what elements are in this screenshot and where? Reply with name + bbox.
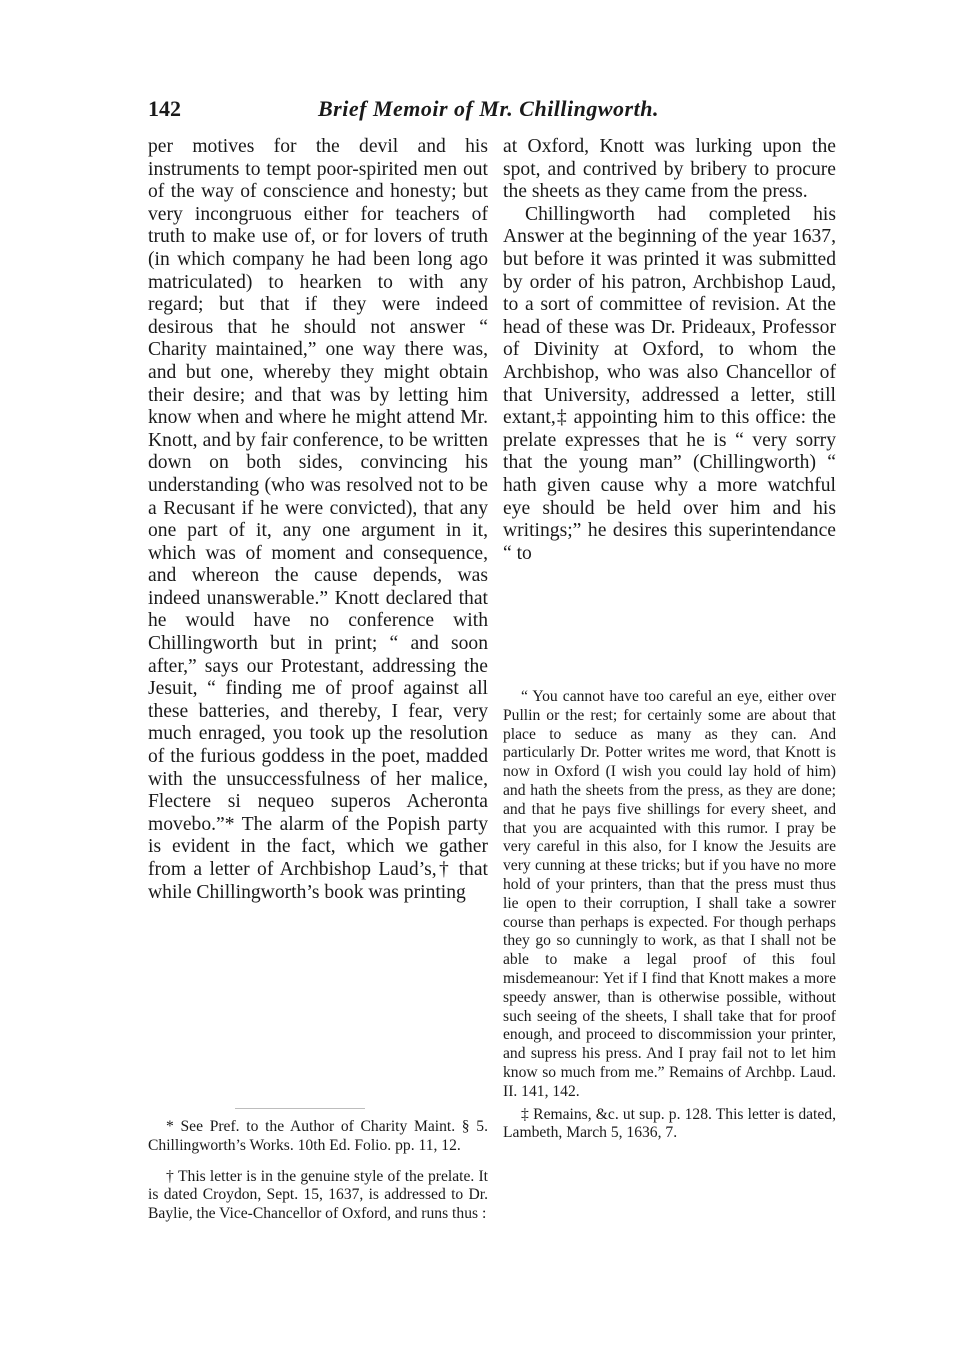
- footnote-asterisk: * See Pref. to the Author of Charity Maint. § 5. Chillingworth’s Works. 10th Ed. Folio. pp. 11, 12.: [148, 1118, 488, 1154]
- right-footnotes: [503, 688, 836, 1143]
- right-column-paragraph-1: at Oxford, Knott was lurking upon the spot, and contrived by bribery to procure the sheets as they came from the press.: [503, 136, 836, 203]
- footnote-double-dagger: ‡ Remains, &c. ut sup. p. 128. This letter is dated, Lambeth, March 5, 1636, 7.: [503, 1105, 836, 1142]
- page-number: 142: [148, 96, 181, 121]
- footnote-letter-quote: “ You cannot have too careful an eye, either over Pullin or the rest; for certainly some are about that place to seduce as many as they can. And particularly Dr. Potter writes me word, that Knott is now in Oxford (I wish you could lay hold of him) and hath the sheets from the press, as they are done; and that he pays five shillings for every sheet, and that you are acquainted with this rumor. I pray be very careful in this also, for I know the Jesuits are very cunning at these tricks; but if you have no more hold of your printers, than that the press must thus lie open to their corruption, I shall take a sowrer course than perhaps is expected. For though perhaps they go so cunningly to work, as that I shall not be able to make a legal proof of this foul misdemeanour: Yet if I find that Knott makes a more speedy answer, than is otherwise possible, without such seeing of the sheets, I shall take that for proof enough, and proceed to discommission your printer, and supress his press. And I pray fail not to let him know so much from me.” Remains of Archbp. Laud. II. 141, 142.: [503, 688, 836, 1100]
- page-header: [148, 96, 848, 126]
- running-title: Brief Memoir of Mr. Chillingworth.: [318, 96, 659, 121]
- footnote-dagger: † This letter is in the genuine style of the prelate. It is dated Croydon, Sept. 15, 1637, is addressed to Dr. Baylie, the Vice-Chancellor of Oxford, and runs thus :: [148, 1167, 488, 1223]
- right-column-paragraph-2: Chillingworth had completed his Answer at the beginning of the year 1637, but before it was printed it was submitted by order of his patron, Archbishop Laud, to a sort of committee of revision. At the head of these was Dr. Prideaux, Professor of Divinity at Oxford, to whom the Archbishop, who was also Chancellor of that University, addressed a letter, still extant,‡ appointing him to this office: the prelate expresses that he is “ very sorry that the young man” (Chillingworth) “ hath given cause why a more watchful eye should be held over him and his writings;” he desires this superintendance “ to: [503, 203, 836, 564]
- left-column-text: per motives for the devil and his instruments to tempt poor-spirited men out of the way of conscience and honesty; but very incongruous either for teachers of truth to make use of, or for lovers of truth (in which company he had been long ago matriculated) to hearken to with any regard; but that if they were indeed desirous that he should not answer “ Charity maintained,” one way there was, and but one, whereby they might obtain their desire; and that was by letting him know when and where he might attend Mr. Knott, and by fair conference, to be written down on both sides, convincing his understanding (who was resolved not to be a Recusant if he were convicted), that any one part of it, any one argument in it, which was of moment and consequence, and whereon the cause depends, was indeed unanswerable.” Knott declared that he would have no conference with Chillingworth but in print; “ and soon after,” says our Protestant, addressing the Jesuit, “ finding me of proof against all these batteries, and thereby, I fear, very much enraged, you took up the resolution of the furious goddess in the poet, madded with the unsuccessfulness of her malice, Flectere si nequeo superos Acheronta movebo.”* The alarm of the Popish party is evident in the fact, which we gather from a letter of Archbishop Laud’s,† that while Chillingworth’s book was printing: [148, 136, 488, 903]
- left-footnotes: [148, 1118, 488, 1224]
- footnote-divider: [235, 1108, 365, 1109]
- right-text-column: [503, 136, 836, 565]
- left-text-column: [148, 136, 488, 904]
